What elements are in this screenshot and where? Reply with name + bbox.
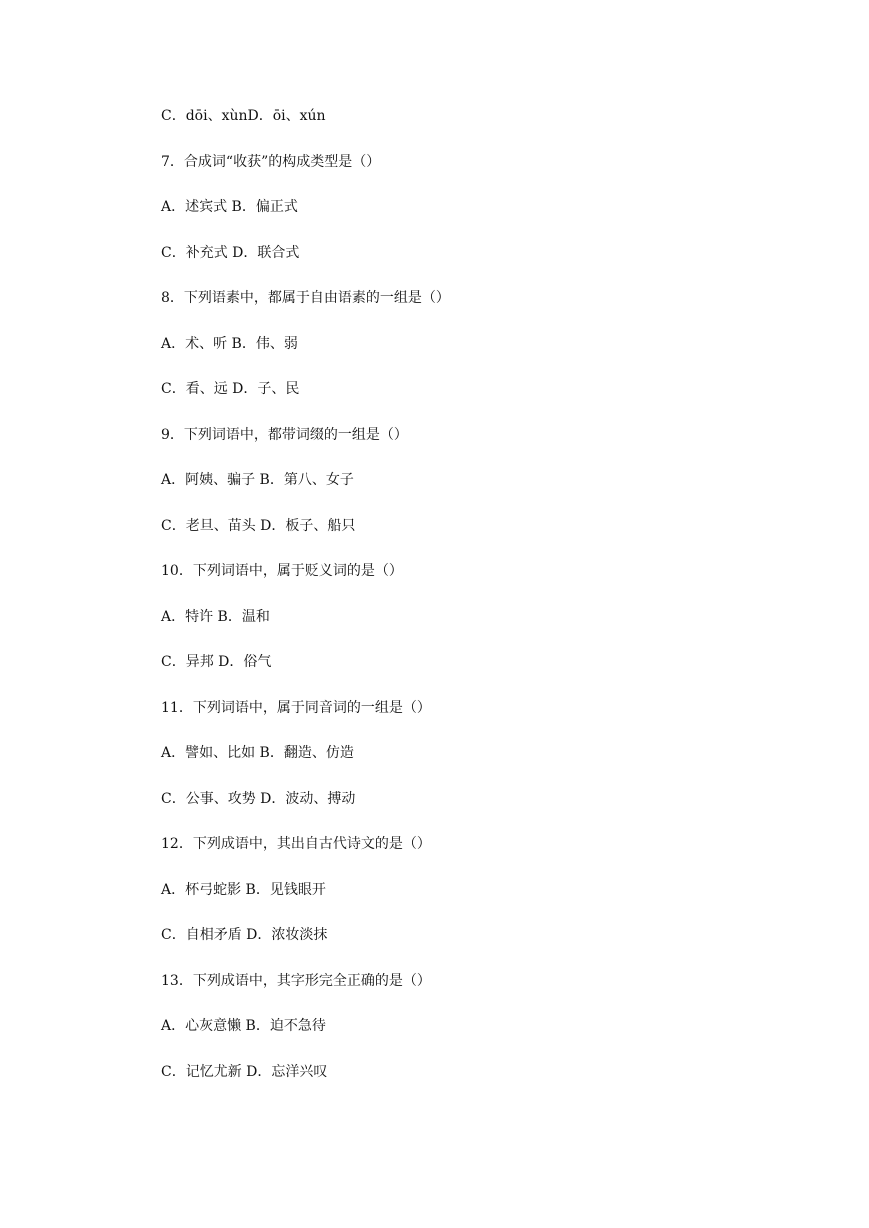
question-10-options-c-d: C．异邦 D．俗气 (161, 654, 272, 670)
question-10: 10．下列词语中，属于贬义词的是（） (161, 563, 403, 579)
question-13-options-c-d: C．记忆尤新 D．忘洋兴叹 (161, 1064, 328, 1080)
question-11: 11．下列词语中，属于同音词的一组是（） (161, 700, 431, 716)
question-12-options-a-b: A．杯弓蛇影 B．见钱眼开 (161, 882, 326, 898)
question-12: 12．下列成语中，其出自古代诗文的是（） (161, 836, 431, 852)
question-9: 9．下列词语中，都带词缀的一组是（） (161, 427, 408, 443)
question-7-options-c-d: C．补充式 D．联合式 (161, 245, 300, 261)
question-9-options-c-d: C．老旦、苗头 D．板子、船只 (161, 518, 356, 534)
question-11-options-c-d: C．公事、攻势 D．波动、搏动 (161, 791, 356, 807)
question-12-options-c-d: C．自相矛盾 D．浓妆淡抹 (161, 927, 328, 943)
question-11-options-a-b: A．譬如、比如 B．翻造、仿造 (161, 745, 354, 761)
option-line-c-d: C．dōi、xùnD．ōi、xún (161, 108, 326, 124)
question-8-options-c-d: C．看、远 D．子、民 (161, 381, 300, 397)
question-10-options-a-b: A．特许 B．温和 (161, 609, 270, 625)
question-13-options-a-b: A．心灰意懒 B．迫不急待 (161, 1018, 326, 1034)
question-7: 7．合成词“收获”的构成类型是（） (161, 154, 381, 170)
question-8: 8．下列语素中，都属于自由语素的一组是（） (161, 290, 450, 306)
question-7-options-a-b: A．述宾式 B．偏正式 (161, 199, 298, 215)
question-9-options-a-b: A．阿姨、骗子 B．第八、女子 (161, 472, 354, 488)
question-13: 13．下列成语中，其字形完全正确的是（） (161, 973, 431, 989)
question-8-options-a-b: A．术、听 B．伟、弱 (161, 336, 298, 352)
